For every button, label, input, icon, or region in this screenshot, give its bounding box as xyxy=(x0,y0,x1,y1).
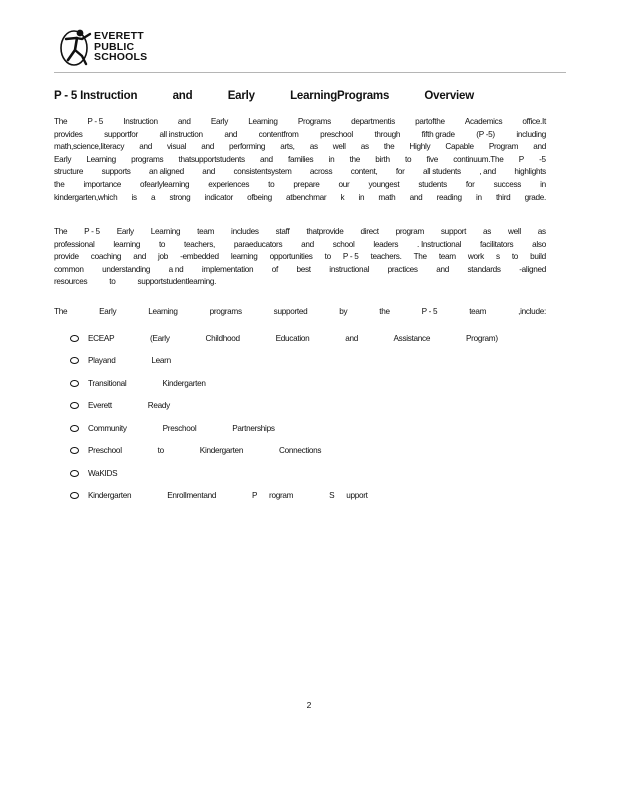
text-word: in xyxy=(540,179,546,189)
text-word: the xyxy=(379,307,390,316)
text-word: -embedded xyxy=(180,252,219,262)
text-word: ofearlylearning xyxy=(140,179,190,189)
text-word: across xyxy=(309,167,333,177)
text-word: and xyxy=(201,142,214,152)
text-word: Learning xyxy=(248,117,278,126)
text-word: to xyxy=(511,252,519,262)
text-word: learning xyxy=(230,252,258,262)
text-word: five xyxy=(426,154,438,164)
text-word: families xyxy=(287,154,314,164)
text-word: The xyxy=(54,227,68,236)
text-word: team xyxy=(197,227,215,236)
text-word: math,science,literacy xyxy=(54,142,125,152)
text-word: math xyxy=(378,192,396,202)
programs-list xyxy=(70,327,498,507)
text-word: reading xyxy=(436,192,462,202)
text-word: P - 5 xyxy=(87,117,104,126)
text-word: facilitators xyxy=(480,239,514,249)
text-word: direct xyxy=(360,227,379,236)
runner-figure-icon xyxy=(60,26,96,68)
page-number: 2 xyxy=(306,700,312,710)
list-item xyxy=(70,327,498,350)
text-word: youngest xyxy=(368,179,400,189)
text-word: -aligned xyxy=(519,264,546,274)
text-word: thatprovide xyxy=(306,227,344,236)
text-word: implementation xyxy=(201,264,254,274)
bullet-icon xyxy=(70,380,79,387)
text-word: thatsupportstudents xyxy=(178,154,245,164)
text-word: all instruction xyxy=(159,129,203,139)
overview-paragraph xyxy=(54,116,546,204)
text-word: common xyxy=(54,264,84,274)
text-word: highlights xyxy=(514,167,546,177)
text-word: atbenchmar xyxy=(286,192,327,202)
title-word: Early xyxy=(227,90,255,102)
text-word: teachers. xyxy=(370,252,402,262)
text-word: by xyxy=(339,307,348,316)
team-paragraph-last-line xyxy=(54,276,546,289)
text-word: performing xyxy=(229,142,266,152)
text-line xyxy=(54,141,546,154)
title-word: and xyxy=(172,90,193,102)
text-word: and xyxy=(133,252,146,262)
text-word: fifth grade xyxy=(421,129,455,139)
text-word: to xyxy=(268,179,275,189)
text-word: k xyxy=(340,192,345,202)
text-word: supportstudentlearning. xyxy=(137,277,217,287)
text-word: Academics xyxy=(464,117,503,126)
text-word: learning xyxy=(113,239,141,249)
text-word: of xyxy=(271,264,278,274)
program-name: Community Preschool Partnerships xyxy=(88,423,275,433)
text-word: prepare xyxy=(293,179,320,189)
text-word: consistentsystem xyxy=(233,167,292,177)
text-word: job xyxy=(158,252,169,262)
text-word: is xyxy=(131,192,137,202)
text-word: in xyxy=(475,192,482,202)
text-word: and xyxy=(259,154,273,164)
list-item xyxy=(70,485,490,508)
list-item xyxy=(70,417,490,440)
text-word: Programs xyxy=(297,117,331,126)
text-word: and xyxy=(177,117,191,126)
text-word: continuum.The xyxy=(453,154,504,164)
text-word: well xyxy=(507,227,521,236)
text-word: programs xyxy=(209,307,242,316)
text-word: in xyxy=(328,154,335,164)
text-word: for xyxy=(395,167,405,177)
program-name: ECEAP (Early Childhood Education and Assistance Program) xyxy=(88,333,498,343)
text-word: provides xyxy=(54,129,83,139)
text-word: a xyxy=(151,192,156,202)
text-word: Instruction xyxy=(123,117,158,126)
text-word: and xyxy=(409,192,423,202)
text-line xyxy=(54,192,546,205)
text-word: instructional xyxy=(329,264,370,274)
bullet-icon xyxy=(70,447,79,454)
bullet-icon xyxy=(70,335,79,342)
text-word: The xyxy=(54,117,68,126)
text-word: success xyxy=(493,179,522,189)
program-name: Kindergarten Enrollmentand P rogram S upport xyxy=(88,491,368,501)
team-paragraph xyxy=(54,226,546,276)
text-word: content, xyxy=(350,167,378,177)
program-name: Playand Learn xyxy=(88,356,171,366)
text-word: staff xyxy=(275,227,290,236)
text-word: -5 xyxy=(539,154,546,164)
text-word: visual xyxy=(167,142,187,152)
text-word: understanding xyxy=(102,264,151,274)
text-word: coaching xyxy=(90,252,122,262)
bullet-icon xyxy=(70,470,79,477)
programs-intro xyxy=(54,306,546,319)
text-word: supportfor xyxy=(104,129,138,139)
text-word: The xyxy=(54,307,68,316)
list-item xyxy=(70,462,490,485)
text-word: support xyxy=(440,227,467,236)
logo-line-3: SCHOOLS xyxy=(94,51,148,63)
text-line xyxy=(54,154,546,167)
text-word: Early xyxy=(54,154,72,164)
text-word: students xyxy=(418,179,447,189)
list-item xyxy=(70,372,490,395)
text-word: practices xyxy=(387,264,418,274)
logo-line-1: EVERETT xyxy=(94,30,144,42)
everett-public-schools-logo xyxy=(60,26,170,68)
text-word: our xyxy=(338,179,350,189)
text-word: importance xyxy=(83,179,122,189)
logo-line-2: PUBLIC xyxy=(94,40,135,53)
text-word: paraeducators xyxy=(233,239,283,249)
text-word: well xyxy=(332,142,346,152)
text-word: to xyxy=(324,252,331,262)
title-word: Overview xyxy=(424,90,474,102)
text-word: Capable xyxy=(445,142,474,152)
text-word: supported xyxy=(273,307,308,316)
text-word: resources xyxy=(54,277,88,287)
text-word: includes xyxy=(231,227,259,236)
text-word: . Instructional xyxy=(417,239,462,249)
text-word: contentfrom xyxy=(258,129,299,139)
text-word: as xyxy=(309,142,318,152)
text-word: birth xyxy=(375,154,390,164)
text-line xyxy=(54,264,546,277)
text-word: Learning xyxy=(86,154,116,164)
text-word: kindergarten,which xyxy=(54,192,118,202)
program-name: Transitional Kindergarten xyxy=(88,378,206,388)
text-word: an aligned xyxy=(149,167,184,177)
text-word: to xyxy=(404,154,412,164)
text-word: arts, xyxy=(280,142,295,152)
text-word: school xyxy=(332,239,355,249)
text-word: as xyxy=(483,227,492,236)
text-word: and xyxy=(224,129,238,139)
text-word: , and xyxy=(479,167,496,177)
text-word: Learning xyxy=(150,227,181,236)
text-word: as xyxy=(360,142,369,152)
text-word: best xyxy=(296,264,311,274)
text-word: office.It xyxy=(522,117,546,126)
page-title xyxy=(54,90,474,102)
text-word: a nd xyxy=(168,264,184,274)
text-word: and xyxy=(301,239,314,249)
text-word: partofthe xyxy=(415,117,445,126)
text-word: Early xyxy=(99,307,117,316)
text-word: ofbeing xyxy=(247,192,272,202)
title-word: P - 5 Instruction xyxy=(54,90,138,102)
text-word: including xyxy=(516,129,546,139)
text-word: team xyxy=(469,307,487,316)
text-word: programs xyxy=(131,154,164,164)
list-item xyxy=(70,350,490,373)
text-word: to xyxy=(158,239,166,249)
text-word: P - 5 xyxy=(84,227,100,236)
bullet-icon xyxy=(70,425,79,432)
bullet-icon xyxy=(70,492,79,499)
text-word: provide xyxy=(54,252,79,262)
text-line xyxy=(54,116,546,129)
text-word: for xyxy=(465,179,475,189)
bullet-icon xyxy=(70,357,79,364)
text-line xyxy=(54,306,546,319)
text-word: professional xyxy=(54,239,95,249)
text-word: to xyxy=(109,277,116,287)
title-word: LearningPrograms xyxy=(290,90,390,102)
text-word: Early xyxy=(210,117,229,126)
list-item xyxy=(70,395,490,418)
text-word: P - 5 xyxy=(342,252,359,262)
text-line xyxy=(54,239,546,252)
text-word: indicator xyxy=(204,192,233,202)
text-word: leaders xyxy=(373,239,399,249)
program-name: WaKIDS xyxy=(88,468,118,478)
text-word: Highly xyxy=(409,142,431,152)
text-word: The xyxy=(413,252,427,262)
text-word: work xyxy=(467,252,484,262)
text-word: experiences xyxy=(208,179,250,189)
text-word: team xyxy=(438,252,456,262)
text-line xyxy=(54,129,546,142)
text-word: build xyxy=(530,252,546,262)
text-word: the xyxy=(349,154,361,164)
text-word: the xyxy=(383,142,395,152)
text-word: (P -5) xyxy=(476,129,495,139)
text-word: opportunities xyxy=(269,252,313,262)
program-name: Everett Ready xyxy=(88,401,170,411)
text-word: and xyxy=(139,142,152,152)
text-line xyxy=(54,226,546,239)
text-line xyxy=(54,251,546,264)
list-item xyxy=(70,440,490,463)
text-word: P xyxy=(518,154,524,164)
text-word: grade. xyxy=(524,192,546,202)
text-word: strong xyxy=(169,192,191,202)
text-word: in xyxy=(358,192,365,202)
text-word: structure xyxy=(54,167,84,177)
text-word: the xyxy=(54,179,65,189)
logo-wordmark xyxy=(94,31,147,63)
text-word: Program xyxy=(488,142,519,152)
text-line xyxy=(54,166,546,179)
text-word: supports xyxy=(101,167,131,177)
text-word: all students xyxy=(422,167,461,177)
text-word: through xyxy=(374,129,401,139)
text-word: and xyxy=(533,142,546,152)
text-word: Learning xyxy=(148,307,178,316)
text-word: preschool xyxy=(320,129,353,139)
text-word: as xyxy=(537,227,546,236)
text-word: standards xyxy=(467,264,501,274)
text-line xyxy=(54,179,546,192)
header-divider xyxy=(54,72,566,73)
text-word: P - 5 xyxy=(421,307,438,316)
text-word: departmentis xyxy=(351,117,395,126)
bullet-icon xyxy=(70,402,79,409)
text-word: s xyxy=(496,252,500,262)
text-word: third xyxy=(495,192,511,202)
text-word: also xyxy=(532,239,546,249)
text-word: and xyxy=(436,264,449,274)
text-word: program xyxy=(395,227,424,236)
text-word: and xyxy=(202,167,216,177)
text-word: teachers, xyxy=(184,239,215,249)
text-word: Early xyxy=(116,227,134,236)
program-name: Preschool to Kindergarten Connections xyxy=(88,446,322,456)
text-word: ,include: xyxy=(518,307,546,316)
